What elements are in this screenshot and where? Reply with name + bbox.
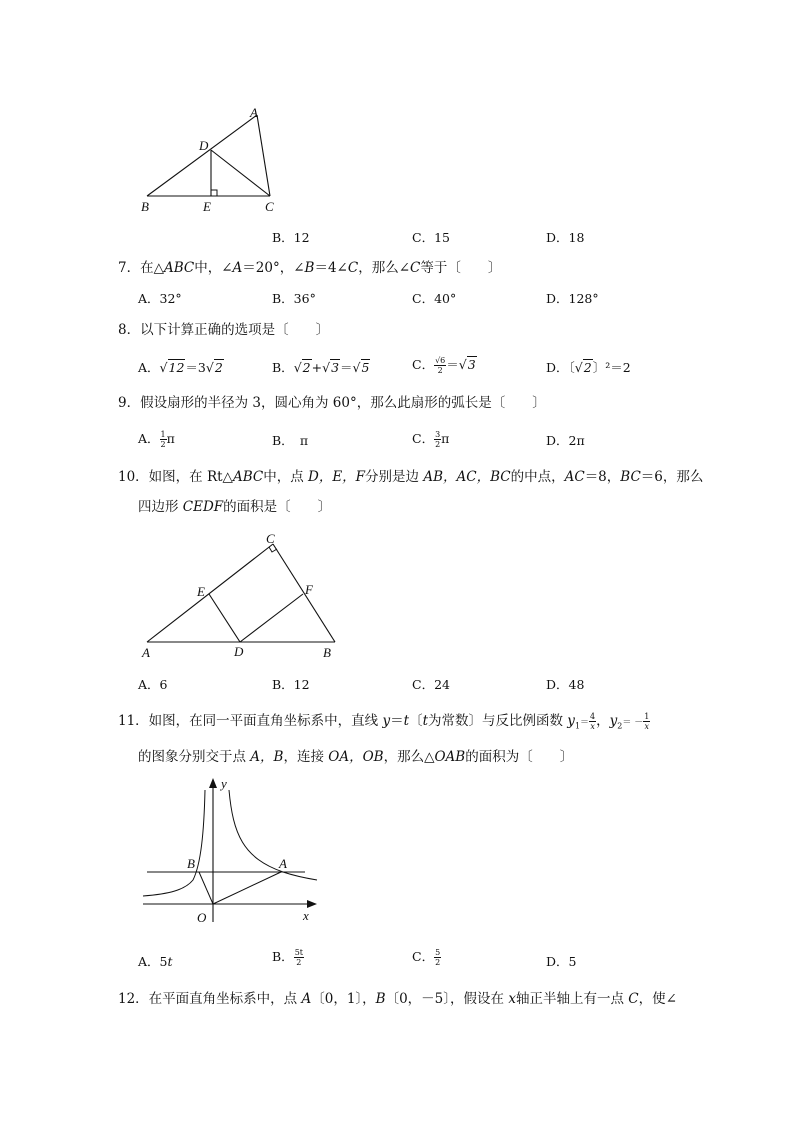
q10-text: ＝6，那么 [640,469,704,485]
q7-text: 等于〔 〕 [420,260,502,276]
label-O: O [197,910,207,925]
q11-var: t [422,713,428,729]
q7-var: C [410,260,421,276]
label-C: C [266,531,275,546]
numerator: 4 [590,712,596,721]
option-prefix: C． [412,357,435,372]
option-prefix: A． [138,431,160,446]
q11-var: y [567,713,575,729]
sqrt-icon: √ [352,360,361,375]
q10-var: ABC [232,469,264,485]
q12-var: B [375,991,386,1007]
q9-option-a[interactable] [138,430,175,449]
q7-var: A [232,260,243,276]
fraction [434,948,441,967]
q6-option-d[interactable]: D．18 [546,230,585,245]
sqrt-icon: √ [574,360,583,375]
label-A: A [279,856,287,871]
q7-stem [118,259,501,277]
q10-stem-line2 [138,498,331,516]
sqrt-icon: √ [322,360,331,375]
option-prefix: C． [412,431,435,446]
q11-text: ，那么△ [383,749,435,765]
q11-text: ＝ － [622,718,644,728]
q7-number: 7． [118,260,141,276]
label-y: y [221,776,227,791]
q11-stem-line2 [138,748,573,766]
denominator: 2 [296,958,302,967]
segment-df [240,594,303,642]
radicand: 2 [214,360,223,375]
q7-var: ABC [163,260,195,276]
q11-text: ，连接 [283,749,329,765]
sqrt-icon: √ [159,360,168,375]
q9-stem: 9．假设扇形的半径为 3，圆心角为 60°，那么此扇形的弧长是〔 〕 [118,395,546,411]
option-prefix: A． [138,360,160,375]
q11-option-c[interactable] [412,948,441,967]
q10-text: 的面积是〔 〕 [223,499,332,515]
q8-stem: 8．以下计算正确的选项是〔 〕 [118,322,330,338]
label-x: x [303,908,309,923]
label-B: B [141,199,149,214]
option-text: ＝ [340,360,353,375]
option-text: π [166,431,175,446]
numerator: 5 [435,948,441,957]
q9-option-c[interactable] [412,430,449,449]
q10-text: 的中点， [510,469,565,485]
q7-option-c[interactable]: C．40° [412,291,457,306]
q11-var: t [403,713,410,729]
curve-y2 [143,790,205,896]
fraction [160,430,167,449]
x-axis-arrow-icon [307,900,317,908]
curve-y1 [229,790,317,880]
q7-option-b[interactable]: B．36° [272,291,316,306]
q6-option-c[interactable]: C．15 [412,230,450,245]
q12-var: x [508,991,516,1007]
q11-stem-line1 [118,712,650,736]
q10-var: CEDF [182,499,224,515]
q10-text: 10．如图，在 Rt△ [118,469,233,485]
q12-text: 〔0，1〕， [311,991,376,1007]
subscript: 1 [574,721,581,731]
option-prefix: D．〔 [546,360,575,375]
q10-var: AB，AC，BC [423,469,511,485]
numerator: 5t [294,948,303,957]
denominator: x [644,722,650,731]
sqrt-icon: √ [205,360,214,375]
segment-dc [211,150,270,196]
q7-option-d[interactable]: D．128° [546,291,599,306]
q10-text: 四边形 [138,499,183,515]
q9-option-b[interactable]: B． π [272,433,309,448]
q7-var: B [304,260,315,276]
q12-stem [118,990,677,1008]
q11-text: 11．如图，在同一平面直角坐标系中，直线 [118,713,383,729]
q10-option-b[interactable]: B．12 [272,677,310,692]
option-prefix: B． [272,949,294,964]
q11-option-a[interactable] [138,954,173,970]
label-A: A [250,105,258,120]
denominator: 2 [435,958,441,967]
q11-text: 的面积为〔 〕 [465,749,574,765]
q8-option-c[interactable] [412,356,477,375]
q7-text: 在△ [140,260,164,276]
radicand: 2 [583,360,592,375]
numerator: √6 [435,356,446,365]
numerator: 1 [160,430,166,439]
option-prefix: B． [272,360,294,375]
denominator: 2 [160,440,166,449]
radicand: 5 [361,360,370,375]
q10-var: AC [564,469,585,485]
label-F: F [305,582,313,597]
segment-cb [273,544,335,642]
q10-var: BC [620,469,641,485]
q7-text: 中，∠ [194,260,233,276]
label-E: E [203,199,211,214]
q11-var: y [382,713,391,729]
q10-text: 分别是边 [365,469,424,485]
figure-triangle-abc-q6 [135,100,295,220]
option-text: ＝3 [185,360,206,375]
segment-ac [147,544,273,642]
q11-var: OAB [434,749,466,765]
q8-option-b[interactable] [272,360,370,376]
option-var: t [167,954,173,969]
label-D: D [234,644,244,659]
radicand: 2 [302,360,311,375]
label-D: D [199,138,209,153]
segment-oa [213,872,281,904]
sqrt-icon: √ [293,360,302,375]
q7-text: ，那么∠ [358,260,411,276]
segment-ba [147,115,257,196]
denominator: 2 [437,366,443,375]
q11-var: A，B [250,749,284,765]
q11-text: 的图象分别交于点 [138,749,251,765]
q6-option-b[interactable]: B．12 [272,230,310,245]
subscript: 2 [617,721,623,731]
right-angle-mark [211,190,217,196]
option-prefix: C． [412,949,435,964]
segment-ed [209,594,240,642]
q10-stem-line1 [118,468,703,486]
q7-option-a[interactable]: A．32° [138,291,182,306]
fraction [294,948,304,967]
q10-option-a[interactable]: A．6 [138,677,168,692]
label-B: B [323,645,331,660]
numerator: 3 [435,430,441,439]
option-text: ＝ [446,357,459,372]
label-E: E [197,584,205,599]
q7-text: ＝4∠ [314,260,348,276]
radicand: 12 [168,360,185,375]
option-prefix: A．5 [138,954,168,969]
q12-text: 轴正半轴上有一点 [515,991,629,1007]
q12-var: A [301,991,312,1007]
q10-option-d[interactable]: D．48 [546,677,585,692]
q8-option-a[interactable] [138,360,224,376]
denominator: 2 [435,440,441,449]
q11-var: y [609,713,618,729]
fraction [434,356,446,375]
q9-option-d[interactable]: D．2π [546,433,585,448]
q11-text: 〔 [409,713,423,729]
q12-text: 〔0，－5〕，假设在 [385,991,509,1007]
q11-option-b[interactable] [272,948,304,967]
fraction [643,712,650,731]
option-text: + [311,360,323,375]
y-axis-arrow-icon [209,778,217,788]
q7-text: ＝20°，∠ [242,260,305,276]
figure-coordinate-plane-q11 [135,772,325,932]
option-text: π [441,431,450,446]
q11-var: OA，OB [328,749,384,765]
q11-text: ＝ [580,718,590,728]
q12-var: C [628,991,639,1007]
q8-option-d[interactable] [546,360,631,376]
radicand: 3 [467,357,476,372]
sqrt-icon: √ [458,357,467,372]
q11-option-d[interactable]: D．5 [546,954,577,969]
q10-text: ＝8， [584,469,621,485]
label-A: A [142,645,150,660]
q11-text: ＝ [390,713,404,729]
option-text: 〕²＝2 [592,360,631,375]
q10-text: 中，点 [263,469,308,485]
q12-text: 12．在平面直角坐标系中，点 [118,991,302,1007]
q10-option-c[interactable]: C．24 [412,677,450,692]
numerator: 1 [644,712,650,721]
q11-text: 为常数〕与反比例函数 [428,713,568,729]
segment-ac [257,115,270,196]
q11-text: ， [596,713,610,729]
label-C: C [265,199,274,214]
denominator: x [590,722,595,731]
segment-ob [199,872,213,904]
label-B: B [187,856,195,871]
q7-var: C [347,260,359,276]
q10-var: D，E，F [308,469,366,485]
radicand: 3 [331,360,340,375]
figure-triangle-abc-q10 [135,528,350,663]
q12-text: ，使∠ [638,991,677,1007]
